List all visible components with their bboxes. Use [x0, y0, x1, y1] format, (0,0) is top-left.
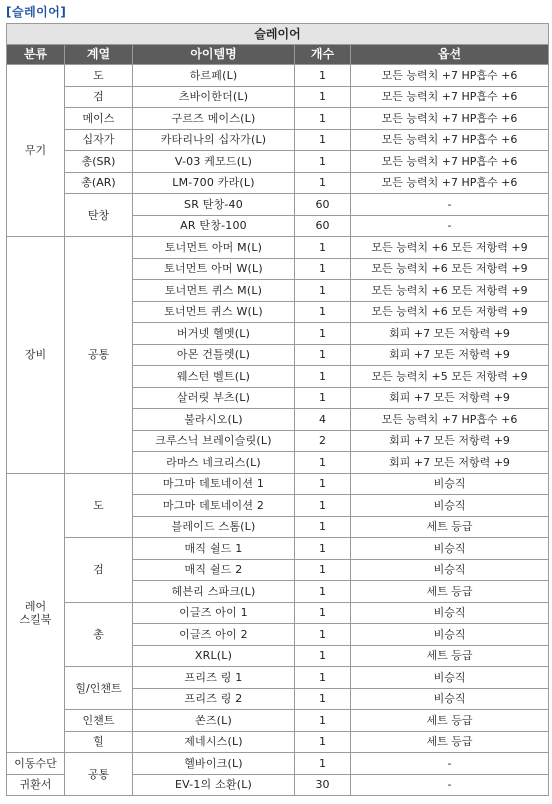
quantity-cell: 1	[295, 667, 351, 689]
item-name-cell: 블레이드 스톰(L)	[133, 516, 295, 538]
table-row	[7, 65, 549, 87]
table-row	[7, 86, 549, 108]
quantity-cell: 1	[295, 602, 351, 624]
subtype-cell: 총	[65, 602, 133, 667]
header-item-name: 아이템명	[133, 45, 295, 65]
item-name-cell: 토너먼트 아머 W(L)	[133, 258, 295, 280]
item-table	[6, 23, 549, 796]
option-cell: 비승직	[351, 602, 549, 624]
page-caption: [슬레이어]	[6, 5, 67, 19]
item-name-cell: 토너먼트 아머 M(L)	[133, 237, 295, 259]
table-row	[7, 667, 549, 689]
quantity-cell: 60	[295, 215, 351, 237]
subtype-cell: 도	[65, 65, 133, 87]
item-name-cell: AR 탄창-100	[133, 215, 295, 237]
quantity-cell: 1	[295, 108, 351, 130]
quantity-cell: 2	[295, 430, 351, 452]
option-cell: 모든 능력치 +7 HP흡수 +6	[351, 65, 549, 87]
option-cell: 회피 +7 모든 저항력 +9	[351, 430, 549, 452]
quantity-cell: 1	[295, 65, 351, 87]
quantity-cell: 1	[295, 172, 351, 194]
option-cell: 회피 +7 모든 저항력 +9	[351, 452, 549, 474]
item-name-cell: 매직 쉴드 1	[133, 538, 295, 560]
table-row	[7, 129, 549, 151]
option-cell: -	[351, 774, 549, 796]
table-title-row	[7, 24, 549, 45]
table-row	[7, 172, 549, 194]
category-cell: 이동수단	[7, 753, 65, 775]
quantity-cell: 1	[295, 581, 351, 603]
subtype-cell: 도	[65, 473, 133, 538]
subtype-cell: 인챈트	[65, 710, 133, 732]
quantity-cell: 1	[295, 688, 351, 710]
quantity-cell: 1	[295, 387, 351, 409]
quantity-cell: 1	[295, 301, 351, 323]
item-name-cell: EV-1의 소환(L)	[133, 774, 295, 796]
option-cell: -	[351, 215, 549, 237]
item-name-cell: 제네시스(L)	[133, 731, 295, 753]
option-cell: 세트 등급	[351, 710, 549, 732]
subtype-cell: 탄창	[65, 194, 133, 237]
quantity-cell: 1	[295, 323, 351, 345]
quantity-cell: 1	[295, 280, 351, 302]
item-name-cell: 쏜즈(L)	[133, 710, 295, 732]
option-cell: 모든 능력치 +5 모든 저항력 +9	[351, 366, 549, 388]
option-cell: 비승직	[351, 538, 549, 560]
quantity-cell: 1	[295, 516, 351, 538]
option-cell: 모든 능력치 +7 HP흡수 +6	[351, 151, 549, 173]
quantity-cell: 1	[295, 559, 351, 581]
category-cell: 레어 스킬북	[7, 473, 65, 753]
item-name-cell: 하르페(L)	[133, 65, 295, 87]
header-option: 옵션	[351, 45, 549, 65]
item-name-cell: 구르즈 메이스(L)	[133, 108, 295, 130]
table-body	[7, 65, 549, 796]
item-name-cell: 카타리나의 십자가(L)	[133, 129, 295, 151]
item-name-cell: LM-700 카라(L)	[133, 172, 295, 194]
table-row	[7, 538, 549, 560]
quantity-cell: 1	[295, 473, 351, 495]
subtype-cell: 십자가	[65, 129, 133, 151]
quantity-cell: 1	[295, 366, 351, 388]
table-row	[7, 731, 549, 753]
quantity-cell: 1	[295, 624, 351, 646]
item-name-cell: 이글즈 아이 2	[133, 624, 295, 646]
item-name-cell: 토너먼트 퀴스 W(L)	[133, 301, 295, 323]
item-name-cell: 버거넷 헬멧(L)	[133, 323, 295, 345]
option-cell: 세트 등급	[351, 731, 549, 753]
quantity-cell: 1	[295, 495, 351, 517]
quantity-cell: 1	[295, 452, 351, 474]
item-name-cell: 불라시오(L)	[133, 409, 295, 431]
item-name-cell: 아몬 건틀렛(L)	[133, 344, 295, 366]
table-row	[7, 710, 549, 732]
quantity-cell: 1	[295, 731, 351, 753]
quantity-cell: 1	[295, 753, 351, 775]
category-cell: 장비	[7, 237, 65, 474]
item-name-cell: 프리즈 링 1	[133, 667, 295, 689]
quantity-cell: 1	[295, 237, 351, 259]
table-row	[7, 473, 549, 495]
option-cell: 세트 등급	[351, 581, 549, 603]
table-row	[7, 194, 549, 216]
subtype-cell: 총(SR)	[65, 151, 133, 173]
quantity-cell: 1	[295, 258, 351, 280]
option-cell: 모든 능력치 +7 HP흡수 +6	[351, 172, 549, 194]
header-category: 분류	[7, 45, 65, 65]
option-cell: 모든 능력치 +7 HP흡수 +6	[351, 409, 549, 431]
option-cell: 비승직	[351, 667, 549, 689]
header-quantity: 개수	[295, 45, 351, 65]
subtype-cell: 검	[65, 86, 133, 108]
option-cell: 모든 능력치 +6 모든 저항력 +9	[351, 280, 549, 302]
option-cell: 비승직	[351, 473, 549, 495]
table-row	[7, 753, 549, 775]
quantity-cell: 1	[295, 344, 351, 366]
item-name-cell: 헤븐리 스파크(L)	[133, 581, 295, 603]
option-cell: 세트 등급	[351, 645, 549, 667]
item-name-cell: SR 탄창-40	[133, 194, 295, 216]
item-name-cell: 마그마 데토네이션 2	[133, 495, 295, 517]
option-cell: 세트 등급	[351, 516, 549, 538]
item-name-cell: 웨스턴 벨트(L)	[133, 366, 295, 388]
item-name-cell: 매직 쉴드 2	[133, 559, 295, 581]
subtype-cell: 힐/인챈트	[65, 667, 133, 710]
quantity-cell: 1	[295, 129, 351, 151]
table-row	[7, 237, 549, 259]
table-header-row	[7, 45, 549, 65]
quantity-cell: 30	[295, 774, 351, 796]
quantity-cell: 1	[295, 86, 351, 108]
table-row	[7, 151, 549, 173]
quantity-cell: 1	[295, 710, 351, 732]
option-cell: 모든 능력치 +6 모든 저항력 +9	[351, 301, 549, 323]
item-name-cell: 크루스닉 브레이슬릿(L)	[133, 430, 295, 452]
category-cell: 귀환서	[7, 774, 65, 796]
item-name-cell: 이글즈 아이 1	[133, 602, 295, 624]
subtype-cell: 공통	[65, 753, 133, 796]
option-cell: 모든 능력치 +6 모든 저항력 +9	[351, 258, 549, 280]
subtype-cell: 힐	[65, 731, 133, 753]
subtype-cell: 총(AR)	[65, 172, 133, 194]
option-cell: 모든 능력치 +7 HP흡수 +6	[351, 129, 549, 151]
option-cell: 회피 +7 모든 저항력 +9	[351, 387, 549, 409]
option-cell: -	[351, 194, 549, 216]
option-cell: 비승직	[351, 495, 549, 517]
option-cell: 모든 능력치 +7 HP흡수 +6	[351, 86, 549, 108]
option-cell: 비승직	[351, 559, 549, 581]
item-name-cell: 헬바이크(L)	[133, 753, 295, 775]
quantity-cell: 1	[295, 645, 351, 667]
item-name-cell: 츠바이한더(L)	[133, 86, 295, 108]
item-name-cell: XRL(L)	[133, 645, 295, 667]
option-cell: 비승직	[351, 624, 549, 646]
category-cell: 무기	[7, 65, 65, 237]
option-cell: 회피 +7 모든 저항력 +9	[351, 344, 549, 366]
subtype-cell: 공통	[65, 237, 133, 474]
subtype-cell: 검	[65, 538, 133, 603]
option-cell: 모든 능력치 +7 HP흡수 +6	[351, 108, 549, 130]
table-title: 슬레이어	[7, 24, 549, 45]
option-cell: 비승직	[351, 688, 549, 710]
item-name-cell: 프리즈 링 2	[133, 688, 295, 710]
option-cell: 회피 +7 모든 저항력 +9	[351, 323, 549, 345]
item-name-cell: 라마스 네크리스(L)	[133, 452, 295, 474]
option-cell: 모든 능력치 +6 모든 저항력 +9	[351, 237, 549, 259]
item-name-cell: V-03 케모드(L)	[133, 151, 295, 173]
item-name-cell: 살러릿 부츠(L)	[133, 387, 295, 409]
table-row	[7, 602, 549, 624]
item-name-cell: 마그마 데토네이션 1	[133, 473, 295, 495]
table-row	[7, 108, 549, 130]
quantity-cell: 1	[295, 538, 351, 560]
quantity-cell: 60	[295, 194, 351, 216]
quantity-cell: 4	[295, 409, 351, 431]
quantity-cell: 1	[295, 151, 351, 173]
header-subtype: 계열	[65, 45, 133, 65]
subtype-cell: 메이스	[65, 108, 133, 130]
option-cell: -	[351, 753, 549, 775]
item-name-cell: 토너먼트 퀴스 M(L)	[133, 280, 295, 302]
